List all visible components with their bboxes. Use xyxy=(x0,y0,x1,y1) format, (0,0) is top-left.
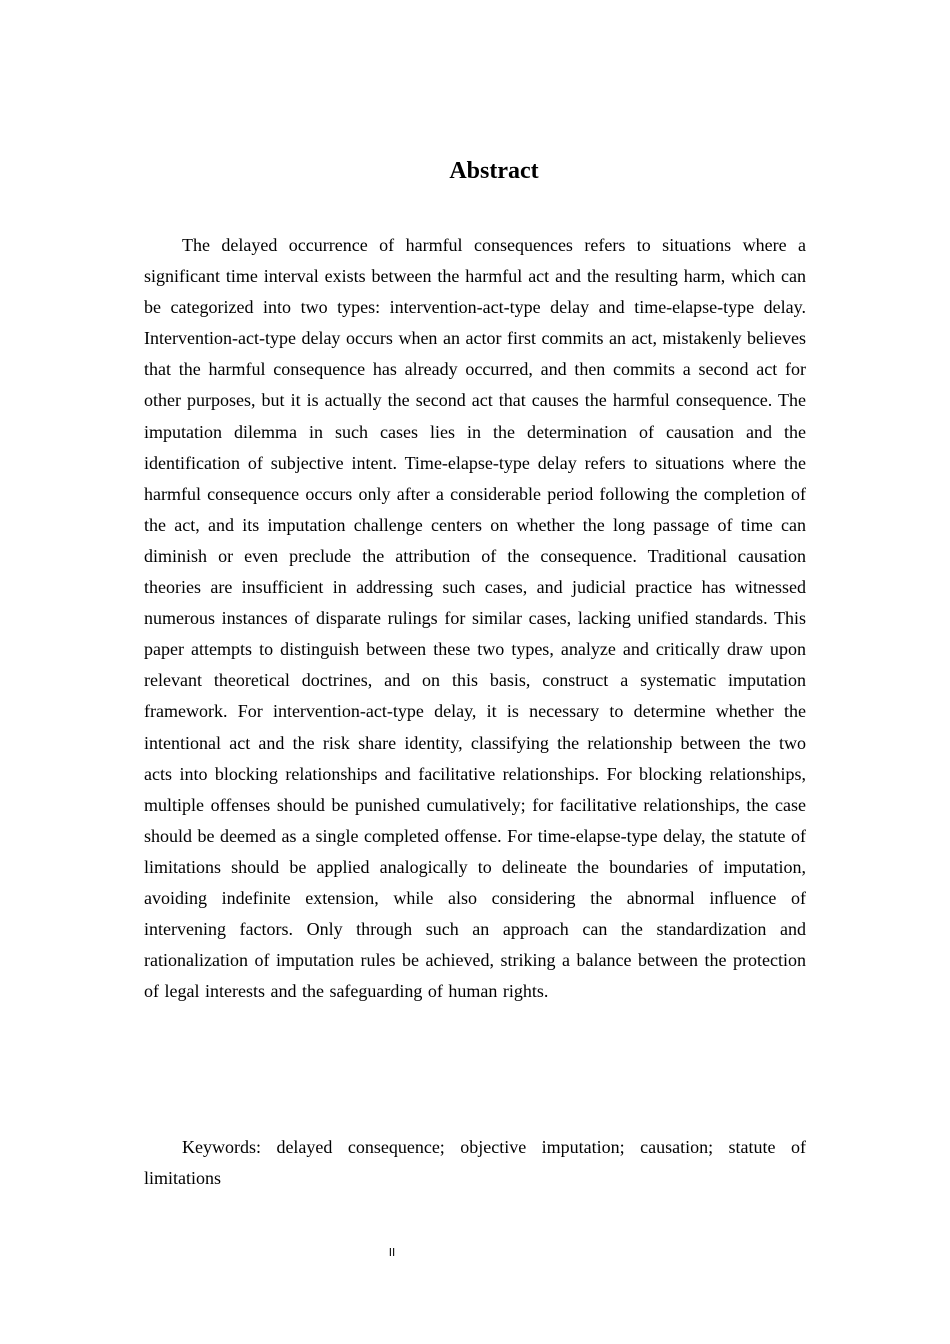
keywords-paragraph: Keywords: delayed consequence; objective imputation; causation; statute of limitations xyxy=(144,1137,806,1189)
abstract-paragraph: The delayed occurrence of harmful consequences refers to situations where a significant time interval exists between the harmful act and the resulting harm, which can be categorized into two types: intervention-act-type delay and time-elapse-type delay. Intervention-act-type delay occurs when an actor first commits an act, mistakenly believes that the harmful consequence has already occurred, and then commits a second act for other purposes, but it is actually the second act that causes the harmful consequence. The imputation dilemma in such cases lies in the determination of causation and the identification of subjective intent. Time-elapse-type delay refers to situations where the harmful consequence occurs only after a considerable period following the completion of the act, and its imputation challenge centers on whether the long passage of time can diminish or even preclude the attribution of the consequence. Traditional causation theories are insufficient in addressing such cases, and judicial practice has witnessed numerous instances of disparate rulings for similar cases, lacking unified standards. This paper attempts to distinguish between these two types, analyze and critically draw upon relevant theoretical doctrines, and on this basis, construct a systematic imputation framework. For intervention-act-type delay, it is necessary to determine whether the intentional act and the risk share identity, classifying the relationship between the two acts into blocking relationships and facilitative relationships. For blocking relationships, multiple offenses should be punished cumulatively; for facilitative relationships, the case should be deemed as a single completed offense. For time-elapse-type delay, the statute of limitations should be applied analogically to delineate the boundaries of imputation, avoiding indefinite extension, while also considering the abnormal influence of intervening factors. Only through such an approach can the standardization and rationalization of imputation rules be achieved, striking a balance between the protection of legal interests and the safeguarding of human rights. xyxy=(144,235,806,1002)
page-title: Abstract xyxy=(449,158,539,184)
page-number: II xyxy=(388,1246,396,1259)
